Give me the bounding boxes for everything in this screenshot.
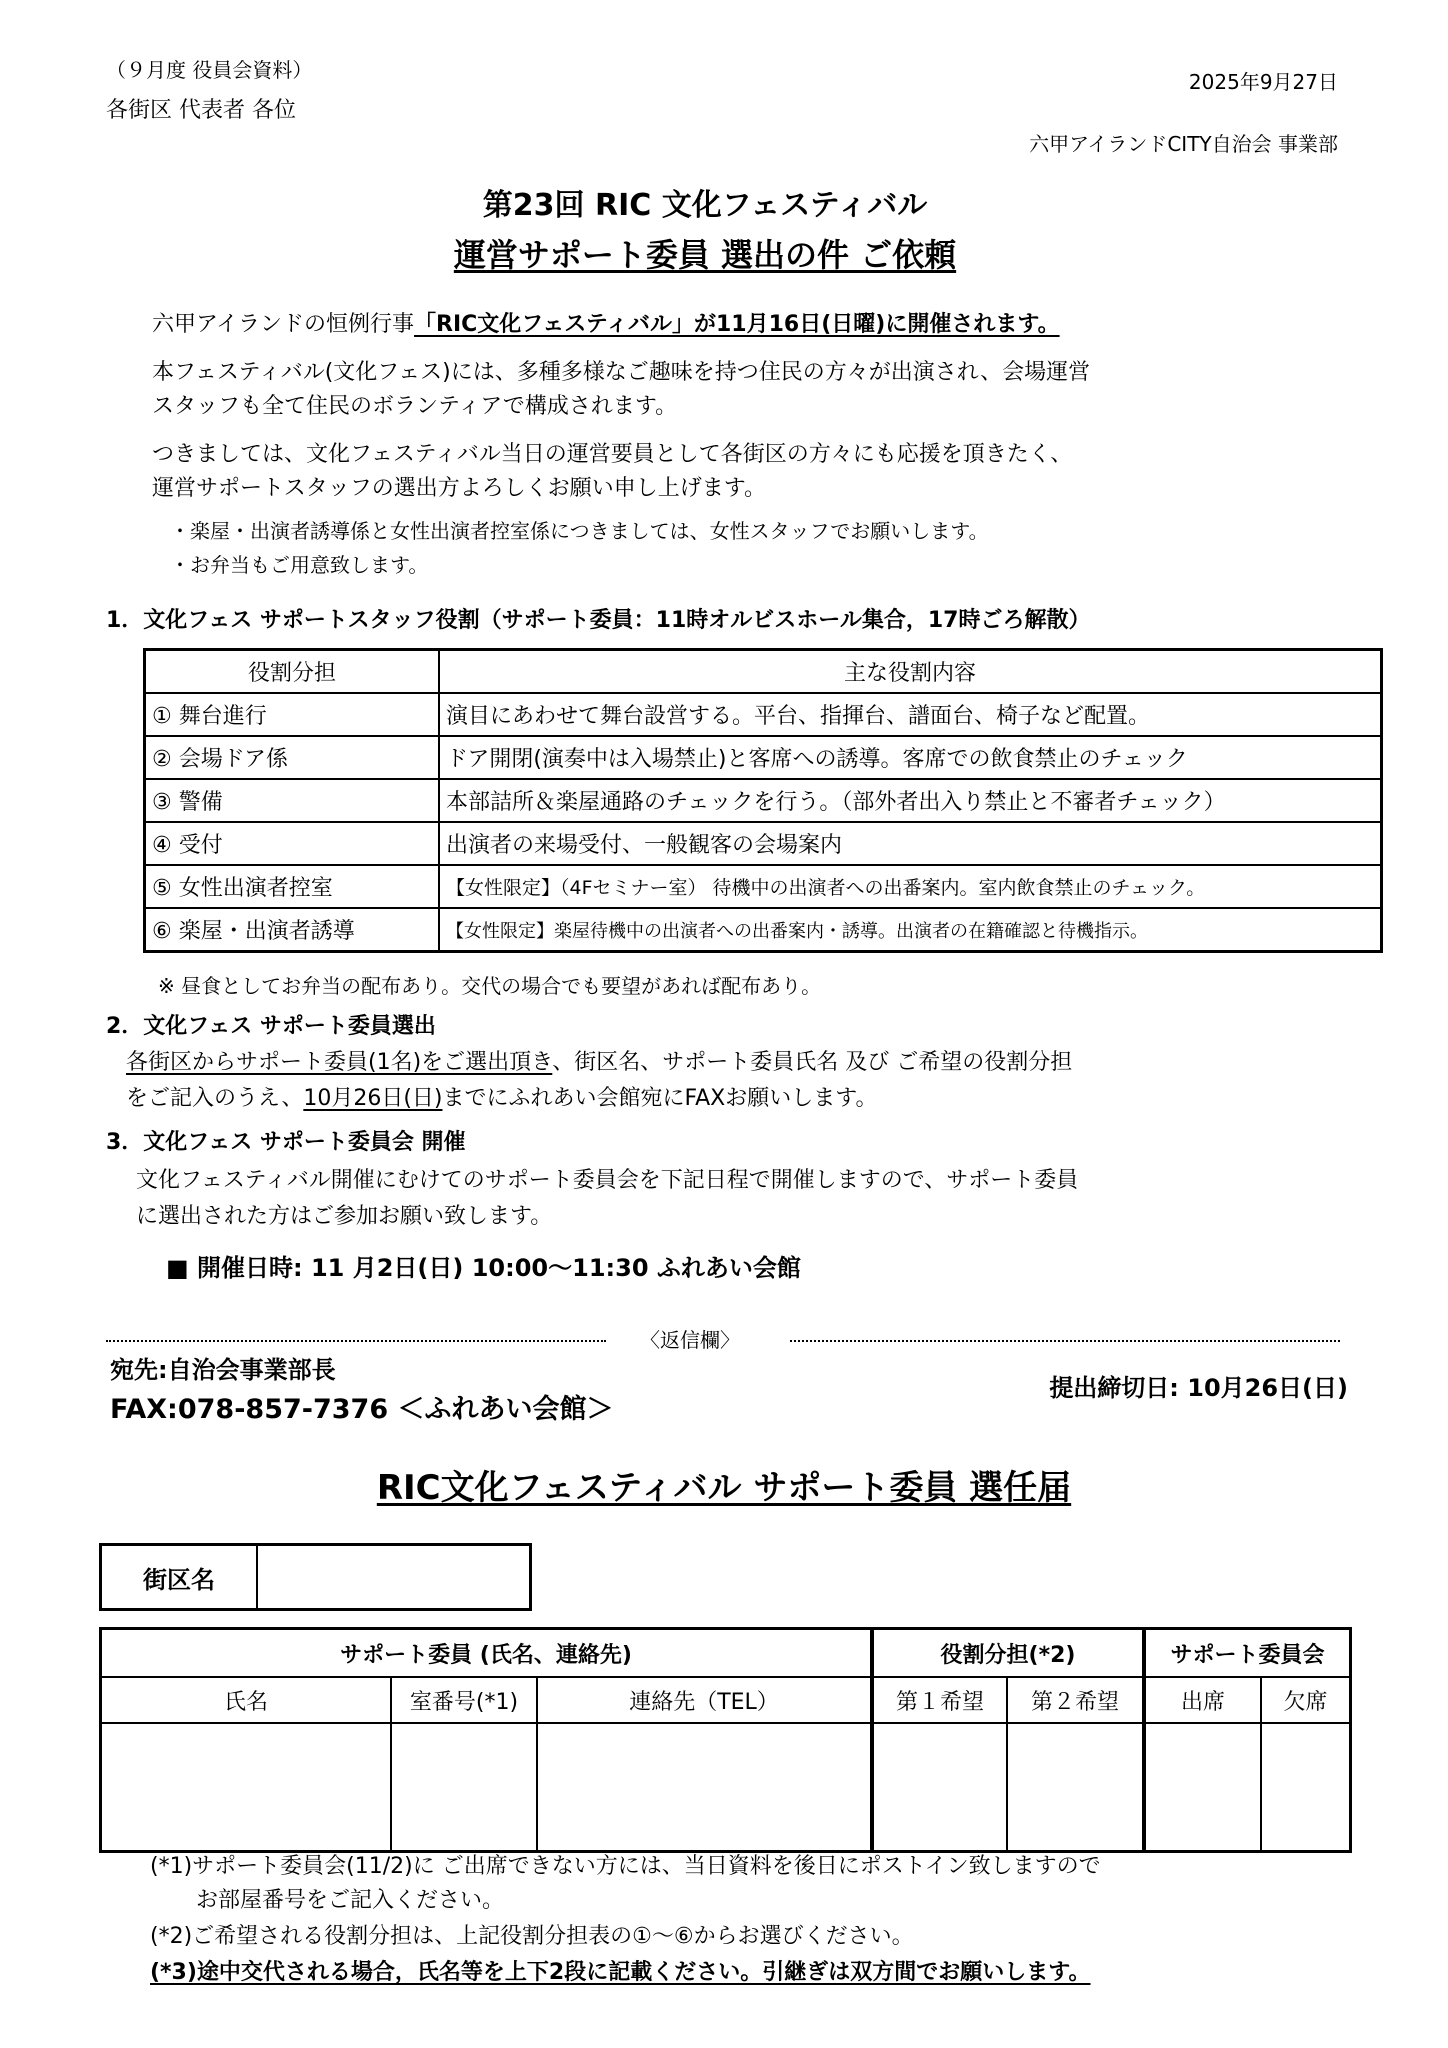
intro-p3-line2: 運営サポートスタッフの選出方よろしくお願い申し上げます。 [152, 476, 767, 501]
section2-line1-underlined: 各街区からサポート委員(1名)をご選出頂き [126, 1050, 553, 1075]
title-line2: 運営サポート委員 選出の件 ご依頼 [453, 236, 957, 274]
desc-cell: 【女性限定】（4Fセミナー室） 待機中の出演者への出番案内。室内飲食禁止のチェック。 [439, 865, 1382, 908]
role-table-header [145, 650, 1382, 694]
role-cell: ③ 警備 [145, 779, 440, 822]
section2-line2 [126, 1084, 877, 1114]
desc-cell: 本部詰所＆楽屋通路のチェックを行う。（部外者出入り禁止と不審者チェック） [439, 779, 1382, 822]
note2: (*2)ご希望される役割分担は、上記役割分担表の①〜⑥からお選びください。 [150, 1924, 914, 1949]
desc-cell: 【女性限定】楽屋待機中の出演者への出番案内・誘導。出演者の在籍確認と待機指示。 [439, 908, 1382, 952]
role-cell: ⑤ 女性出演者控室 [145, 865, 440, 908]
subheader-name: 氏名 [101, 1677, 392, 1723]
subheader-choice1: 第１希望 [872, 1677, 1007, 1723]
district-table [99, 1543, 532, 1611]
table-row [145, 822, 1382, 865]
section1-heading: 1．文化フェス サポートスタッフ役割（サポート委員：11時オルビスホール集合，17時ごろ解散） [106, 608, 1091, 633]
subheader-tel: 連絡先（TEL） [537, 1677, 872, 1723]
choice2-field[interactable] [1007, 1723, 1144, 1852]
sender: 六甲アイランドCITY自治会 事業部 [1029, 132, 1338, 156]
intro-p2-line2: スタッフも全て住民のボランティアで構成されます。 [152, 394, 678, 419]
note1-line2: お部屋番号をご記入ください。 [196, 1888, 505, 1913]
intro-bullet2: ・お弁当もご用意致します。 [170, 553, 429, 577]
section2-line1 [126, 1048, 1072, 1078]
role-cell: ② 会場ドア係 [145, 736, 440, 779]
section3-line2: に選出された方はご参加お願い致します。 [136, 1204, 553, 1229]
role-table [143, 648, 1383, 953]
table-row [145, 736, 1382, 779]
reply-deadline: 提出締切日: 10月26日(日) [1049, 1374, 1348, 1402]
issue-date: 2025年9月27日 [1188, 70, 1338, 94]
meeting-schedule: ■ 開催日時: 11 月2日(日) 10:00〜11:30 ふれあい会館 [166, 1254, 801, 1282]
intro-p3-line1: つきましては、文化フェスティバル当日の運営要員として各街区の方々にも応援を頂きたく、 [152, 442, 1073, 467]
absent-field[interactable] [1261, 1723, 1351, 1852]
table-row [101, 1723, 1351, 1852]
role-cell: ④ 受付 [145, 822, 440, 865]
subheader-room: 室番号(*1) [391, 1677, 537, 1723]
attend-field[interactable] [1144, 1723, 1261, 1852]
desc-cell: 演目にあわせて舞台設営する。平台、指揮台、譜面台、椅子など配置。 [439, 693, 1382, 736]
divider-right [790, 1340, 1340, 1342]
tel-field[interactable] [537, 1723, 872, 1852]
title-line1: 第23回 RIC 文化フェスティバル [482, 188, 928, 223]
room-field[interactable] [391, 1723, 537, 1852]
recipient: 各街区 代表者 各位 [106, 98, 296, 123]
header-role: 役割分担(*2) [872, 1629, 1144, 1678]
desc-cell: 出演者の来場受付、一般観客の会場案内 [439, 822, 1382, 865]
intro-p1-prefix: 六甲アイランドの恒例行事 [152, 312, 415, 337]
table-row [145, 865, 1382, 908]
name-field[interactable] [101, 1723, 392, 1852]
role-cell: ① 舞台進行 [145, 693, 440, 736]
subheader-attend: 出席 [1144, 1677, 1261, 1723]
reply-divider-label: 〈返信欄〉 [640, 1328, 740, 1352]
section2-heading: 2．文化フェス サポート委員選出 [106, 1014, 436, 1039]
reply-fax: FAX:078-857-7376 ＜ふれあい会館＞ [110, 1394, 614, 1425]
note3: (*3)途中交代される場合，氏名等を上下2段に記載ください。引継ぎは双方間でお願いします。 [150, 1960, 1091, 1985]
role-cell: ⑥ 楽屋・出演者誘導 [145, 908, 440, 952]
subheader-choice2: 第２希望 [1007, 1677, 1144, 1723]
district-name-field[interactable] [257, 1545, 531, 1610]
choice1-field[interactable] [872, 1723, 1007, 1852]
intro-p1 [152, 310, 1060, 340]
role-table-header-desc: 主な役割内容 [439, 650, 1382, 694]
header-meeting: サポート委員会 [1144, 1629, 1351, 1678]
note1-line1: (*1)サポート委員会(11/2)に ご出席できない方には、当日資料を後日にポストイン致しますので [150, 1854, 1101, 1879]
table-row [145, 693, 1382, 736]
section2-line2-rest: までにふれあい会館宛にFAXお願いします。 [442, 1086, 878, 1111]
district-label: 街区名 [101, 1545, 258, 1610]
header-member: サポート委員 (氏名、連絡先) [101, 1629, 873, 1678]
section2-line2-date: 10月26日(日) [303, 1086, 443, 1111]
role-table-header-role: 役割分担 [145, 650, 440, 694]
table-row [145, 779, 1382, 822]
section3-heading: 3．文化フェス サポート委員会 開催 [106, 1130, 466, 1155]
member-form-table [99, 1627, 1352, 1853]
intro-p2-line1: 本フェスティバル(文化フェス)には、多種多様なご趣味を持つ住民の方々が出演され、会場運営 [152, 360, 1091, 385]
desc-cell: ドア開閉(演奏中は入場禁止)と客席への誘導。客席での飲食禁止のチェック [439, 736, 1382, 779]
subheader-absent: 欠席 [1261, 1677, 1351, 1723]
table-row [145, 908, 1382, 952]
divider-left [106, 1340, 606, 1342]
section2-line1-rest: 、街区名、サポート委員氏名 及び ご希望の役割分担 [552, 1050, 1073, 1075]
meeting-note: （９月度 役員会資料） [106, 58, 313, 82]
section2-line2-prefix: をご記入のうえ、 [126, 1086, 304, 1111]
section3-line1: 文化フェスティバル開催にむけてのサポート委員会を下記日程で開催しますので、サポート委員 [136, 1168, 1079, 1193]
intro-p1-highlight: 「RIC文化フェスティバル」が11月16日(日曜)に開催されます。 [414, 312, 1060, 337]
form-title: RIC文化フェスティバル サポート委員 選任届 [376, 1468, 1072, 1508]
intro-bullet1: ・楽屋・出演者誘導係と女性出演者控室係につきましては、女性スタッフでお願いします。 [170, 519, 989, 543]
reply-address: 宛先:自治会事業部長 [110, 1356, 336, 1384]
section1-note: ※ 昼食としてお弁当の配布あり。交代の場合でも要望があれば配布あり。 [158, 974, 822, 998]
